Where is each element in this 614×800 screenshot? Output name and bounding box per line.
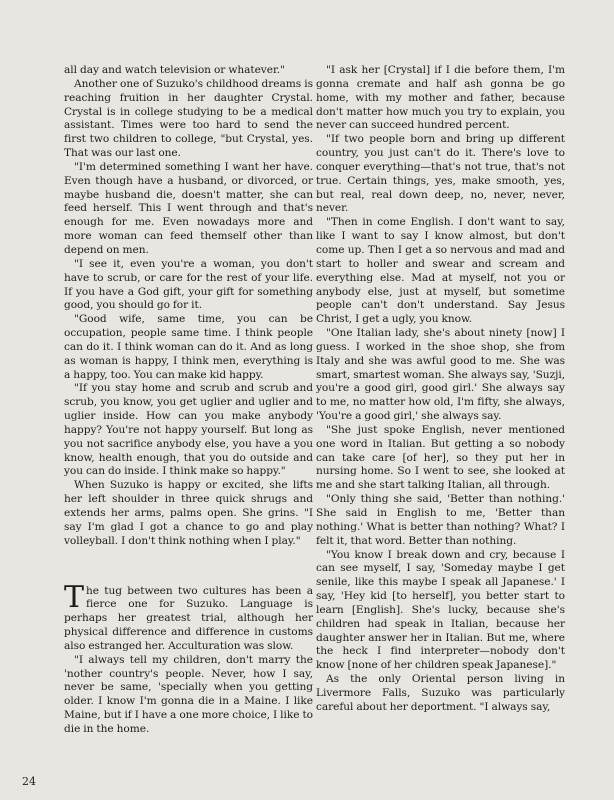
paragraph: When Suzuko is happy or excited, she lifts her left shoulder in three quick shrugs and extends her arms, palms open. She grins. "I say I'm glad I got a chance to go and play volleyball. I don't think nothing when I play." xyxy=(64,479,313,547)
paragraph: all day and watch television or whatever." xyxy=(64,64,285,76)
left-column xyxy=(64,64,313,737)
paragraph: "I'm determined something I want her have. Even though have a husband, or divorced, or maybe husband die, doesn't matter, she can feed herself. This I went through and that's enough for me. Even nowadays more and more woman can feed themself other than depend on men. xyxy=(64,160,313,256)
paragraph: "I ask her [Crystal] if I die before them, I'm gonna cremate and half ash gonna be go home, with my mother and father, because don't matter how much you try to explain, you never can succeed hundred percent. xyxy=(316,64,565,132)
paragraph: "One Italian lady, she's about ninety [now] I guess. I worked in the shoe shop, she from Italy and she was awful good to me. She was smart, smartest woman. She always say, 'Suzji, you're a good girl, good girl.' She always say to me, no matter how old, I'm fifty, she always, 'You're a good girl,' she always say. xyxy=(316,327,565,423)
paragraph: "She just spoke English, never mentioned one word in Italian. But getting a so nobody can take care [of her], so they put her in nursing home. So I went to see, she looked at me and she start talking Italian, all through. xyxy=(316,423,565,492)
section-break xyxy=(64,549,313,585)
paragraph: "If you stay home and scrub and scrub and scrub, you know, you get uglier and uglier and uglier inside. How can you make anybody happy? You're not happy yourself. But long as you not sacrifice anybody else, you have a you know, health enough, that you do outside and you can do inside. I think make so happy." xyxy=(64,382,313,478)
paragraph: "I see it, even you're a woman, you don't have to scrub, or care for the rest of your life. If you have a God gift, your gift for something good, you should go for it. xyxy=(64,257,313,312)
paragraph: "Only thing she said, 'Better than nothing.' She said in English to me, 'Better than nothing.' What is better than nothing? What? I felt it, that word. Better than nothing. xyxy=(316,493,565,547)
right-column xyxy=(316,64,565,715)
paragraph: "Good wife, same time, you can be occupation, people same time. I think people can do it. I think woman can do it. And as long as woman is happy, I think men, everything is a happy, too. You can make kid happy. xyxy=(64,313,313,381)
paragraph: "Then in come English. I don't want to say, like I want to say I know almost, but don't come up. Then I get a so nervous and mad and start to holler and swear and scream and everything else. Mad at myself, not you or anybody else, just at myself, but sometime people can't don't understand. Say Jesus Christ, I get a ugly, you know. xyxy=(316,216,565,326)
drop-cap: T xyxy=(64,579,84,615)
paragraph: "I always tell my children, don't marry the 'nother country's people. Never, how I say, never be same, 'specially when you getting older. I know I'm gonna die in a Maine. I like Maine, but if I have a one more choice, I like to die in the home. xyxy=(64,653,313,735)
paragraph: "You know I break down and cry, because I can see myself, I say, 'Someday maybe I get senile, like this maybe I speak all Japanese.' I say, 'Hey kid [to herself], you better start to learn [English]. She's lucky, because she's children had speak in Italian, because her daughter answer her in Italian. But me, where the heck I find interpreter—nobody don't know [none of her children speak Japanese]." xyxy=(316,548,565,672)
dropcap-paragraph-text: he tug between two cultures has been a fierce one for Suzuko. Language is perhaps her greatest trial, although her physical difference and difference in customs also estranged her. Acculturation was slow. xyxy=(64,584,313,652)
paragraph: Another one of Suzuko's childhood dreams is reaching fruition in her daughter Crystal. Crystal is in college studying to be a medical assistant. Times were too hard to send the first two children to college, "but Crystal, yes. That was our last one. xyxy=(64,77,313,160)
section-opening-paragraph xyxy=(64,579,313,654)
paragraph: "If two people born and bring up different country, you just can't do it. There's love to conquer everything—that's not true, that's not true. Certain things, yes, make smooth, yes, but real, real down deep, no, never, never, never. xyxy=(316,133,565,215)
paragraph: As the only Oriental person living in Livermore Falls, Suzuko was particularly careful about her deportment. "I always say, xyxy=(316,673,565,713)
page-number: 24 xyxy=(22,775,36,788)
